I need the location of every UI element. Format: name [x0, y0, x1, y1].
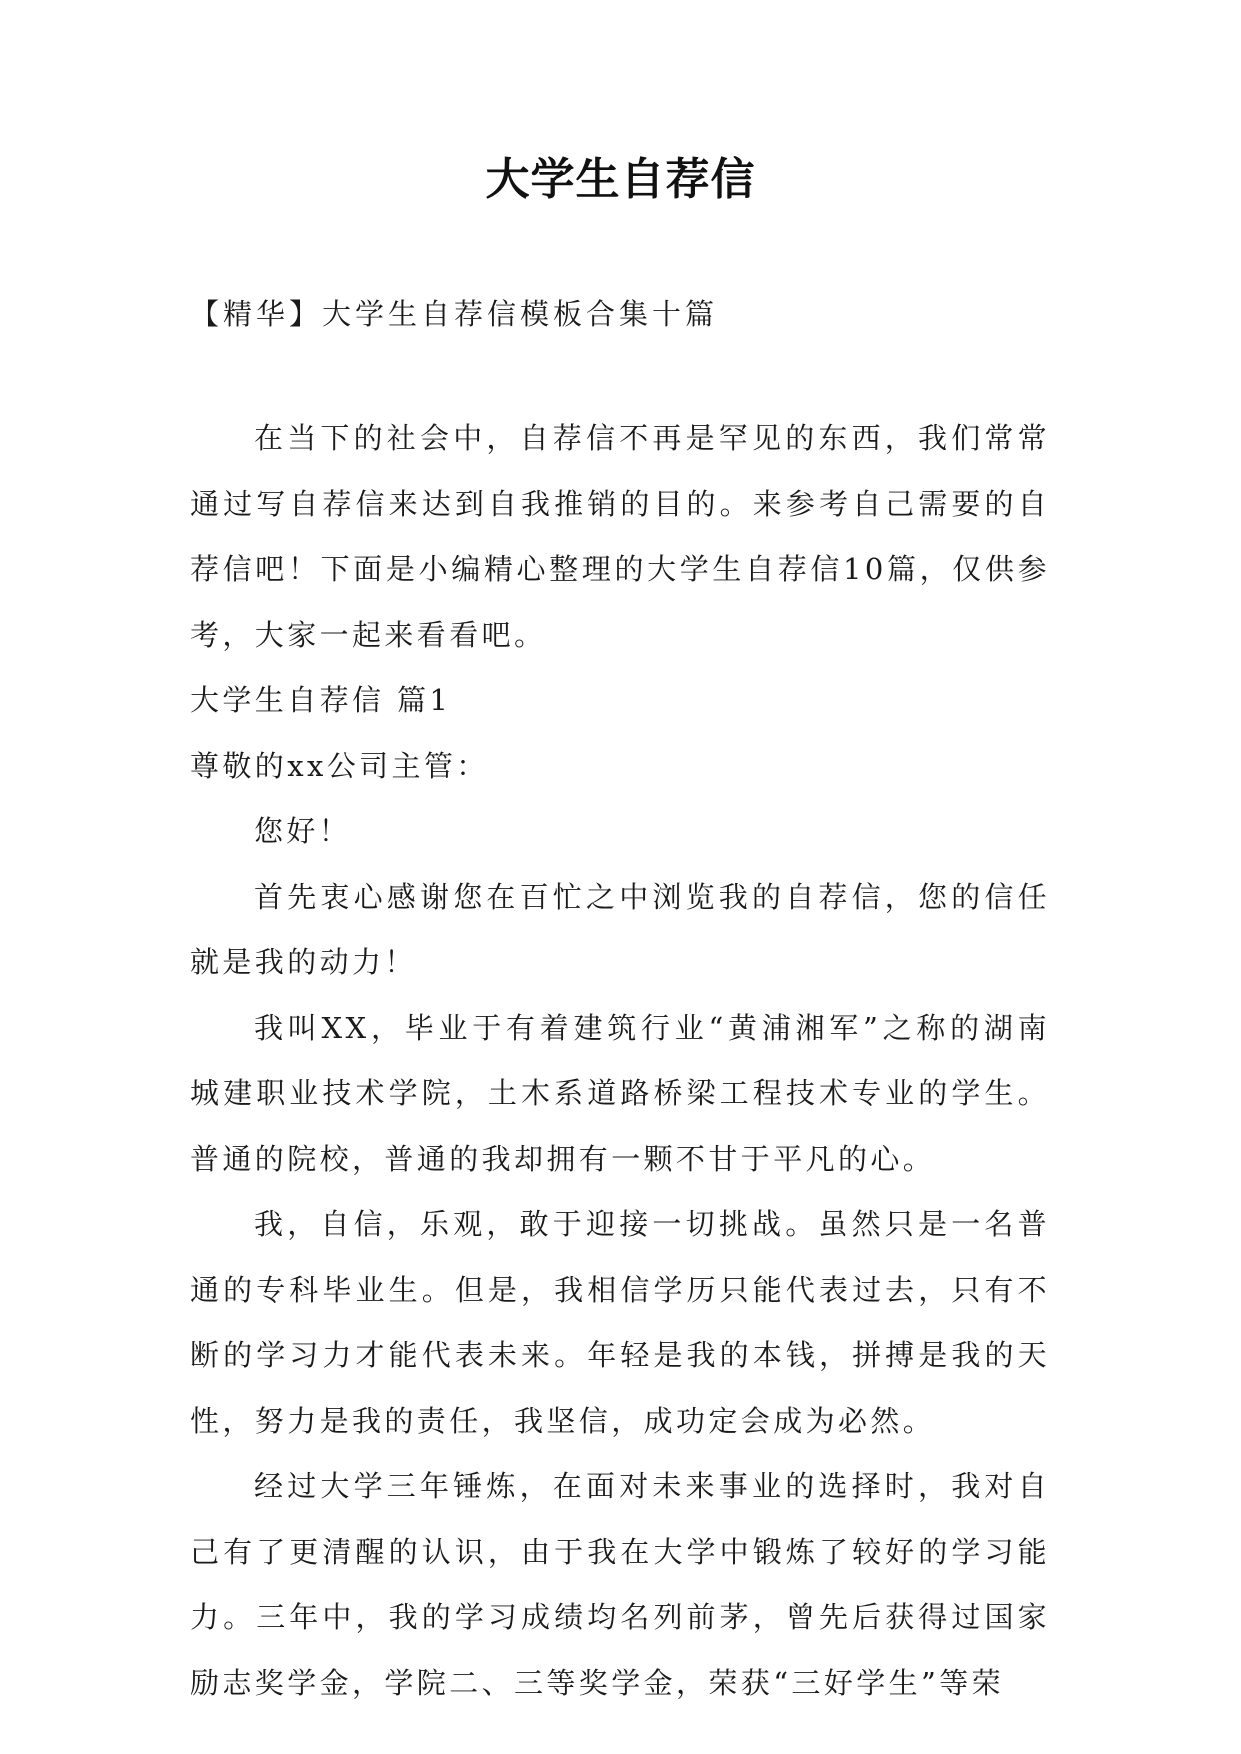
document-subtitle: 【精华】大学生自荐信模板合集十篇: [190, 297, 719, 331]
document-title: 大学生自荐信: [485, 154, 756, 205]
section-heading: 大学生自荐信 篇1: [190, 683, 452, 717]
body-paragraph: 经过大学三年锤炼，在面对未来事业的选择时，我对自己有了更清醒的认识，由于我在大学中锻炼了较好的学习能力。三年中，我的学习成绩均名列前茅，曾先后获得过国家励志奖学金，学院二、三等奖学金，荣获“三好学生”等荣: [190, 1469, 1050, 1700]
document-body: [190, 406, 1050, 1716]
body-paragraph: 首先衷心感谢您在百忙之中浏览我的自荐信，您的信任就是我的动力！: [190, 879, 1050, 979]
salutation: 尊敬的xx公司主管：: [190, 748, 489, 783]
body-paragraph: 我叫XX，毕业于有着建筑行业“黄浦湘军”之称的湖南城建职业技术学院，土木系道路桥梁工程技术专业的学生。普通的院校，普通的我却拥有一颗不甘于平凡的心。: [190, 1010, 1050, 1176]
greeting: 您好！: [254, 814, 352, 848]
body-paragraph: 我，自信，乐观，敢于迎接一切挑战。虽然只是一名普通的专科毕业生。但是，我相信学历只能代表过去，只有不断的学习力才能代表未来。年轻是我的本钱，拼搏是我的天性，努力是我的责任，我坚信，成功定会成为必然。: [190, 1207, 1050, 1438]
intro-paragraph: 在当下的社会中，自荐信不再是罕见的东西，我们常常通过写自荐信来达到自我推销的目的。来参考自己需要的自荐信吧！下面是小编精心整理的大学生自荐信10篇，仅供参考，大家一起来看看吧。: [190, 421, 1050, 652]
